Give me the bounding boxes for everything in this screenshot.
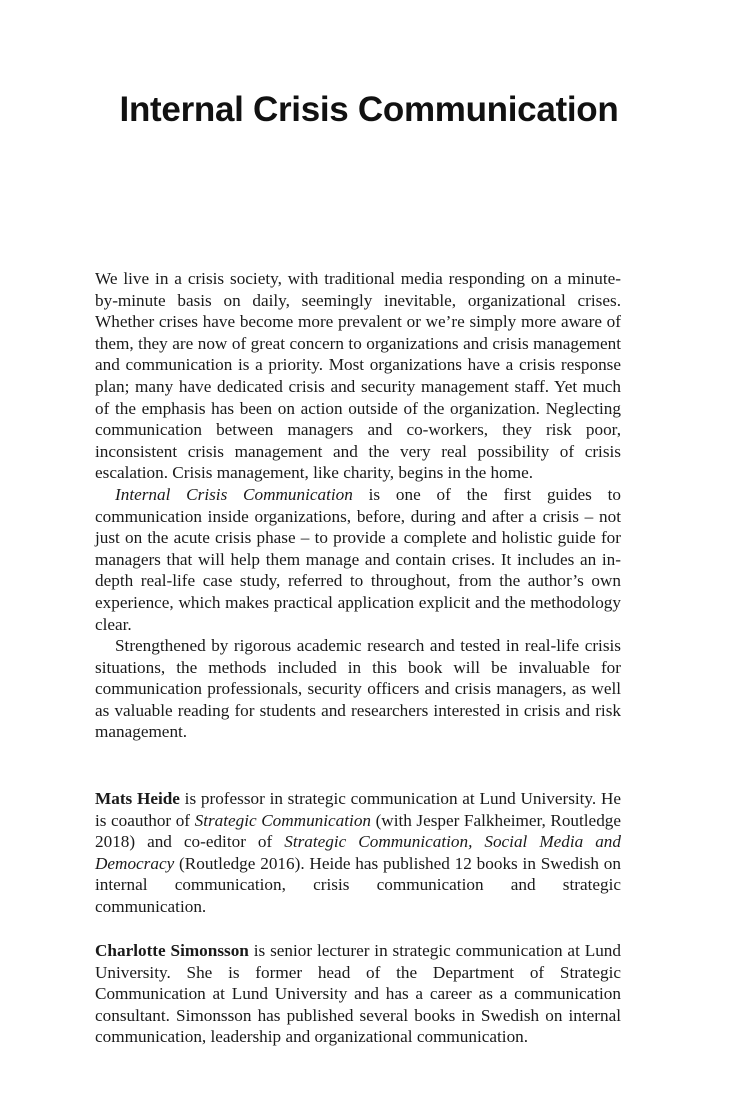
- author-bio-heide: [95, 788, 621, 918]
- description-paragraph-2-text: is one of the first guides to communication inside organizations, before, during and after a crisis – not just on the acute crisis phase – to provide a complete and holistic guide for managers that will help them manage and contain crises. It includes an in-depth real-life case study, referred to throughout, from the author’s own experience, which makes practical application explicit and the methodology clear.: [95, 484, 621, 634]
- book-reference: Strategic Communication: [194, 810, 372, 830]
- book-reference: Strategic Communication, Social Media and Democracy: [95, 832, 621, 873]
- book-title: Internal Crisis Communication: [119, 90, 619, 129]
- author-name: Charlotte Simonsson: [95, 941, 249, 960]
- author-bio-simonsson: [95, 940, 621, 1048]
- author-bio-paragraph: [95, 788, 621, 918]
- book-description: [95, 268, 621, 743]
- description-paragraph-3: Strengthened by rigorous academic research and tested in real-life crisis situations, the methods included in this book will be invaluable for communication professionals, security officers and crisis managers, as well as valuable reading for students and researchers interested in crisis and risk management.: [95, 636, 621, 742]
- author-bio-text: is professor in strategic communication at Lund University. He is coauthor of: [95, 789, 621, 830]
- author-bio-text: (Routledge 2016). Heide has published 12 books in Swedish on internal communication, crisis communication and strategic communication.: [95, 853, 621, 916]
- author-bio-paragraph: [95, 940, 621, 1048]
- description-paragraph-2: [95, 484, 621, 635]
- author-bio-text: (with Jesper Falkheimer, Routledge 2018) and co-editor of: [95, 810, 622, 852]
- author-name: Mats Heide: [95, 789, 180, 808]
- book-title-italic: Internal Crisis Communication: [115, 484, 353, 504]
- description-paragraph-1: We live in a crisis society, with traditional media responding on a minute-by-minute basis on daily, seemingly inevitable, organizational crises. Whether crises have become more prevalent or we’re simply more aware of them, they are now of great concern to organizations and crisis management and communication is a priority. Most organizations have a crisis response plan; many have dedicated crisis and security management staff. Yet much of the emphasis has been on action outside of the organization. Neglecting communication between managers and co-workers, they risk poor, inconsistent crisis management and the very real possibility of crisis escalation. Crisis management, like charity, begins in the home.: [95, 269, 621, 483]
- author-bio-text: is senior lecturer in strategic communication at Lund University. She is former head of the Department of Strategic Communication at Lund University and has a career as a communication consultant. Simonsson has published several books in Swedish on internal communication, leadership and organizational communication.: [95, 941, 621, 1047]
